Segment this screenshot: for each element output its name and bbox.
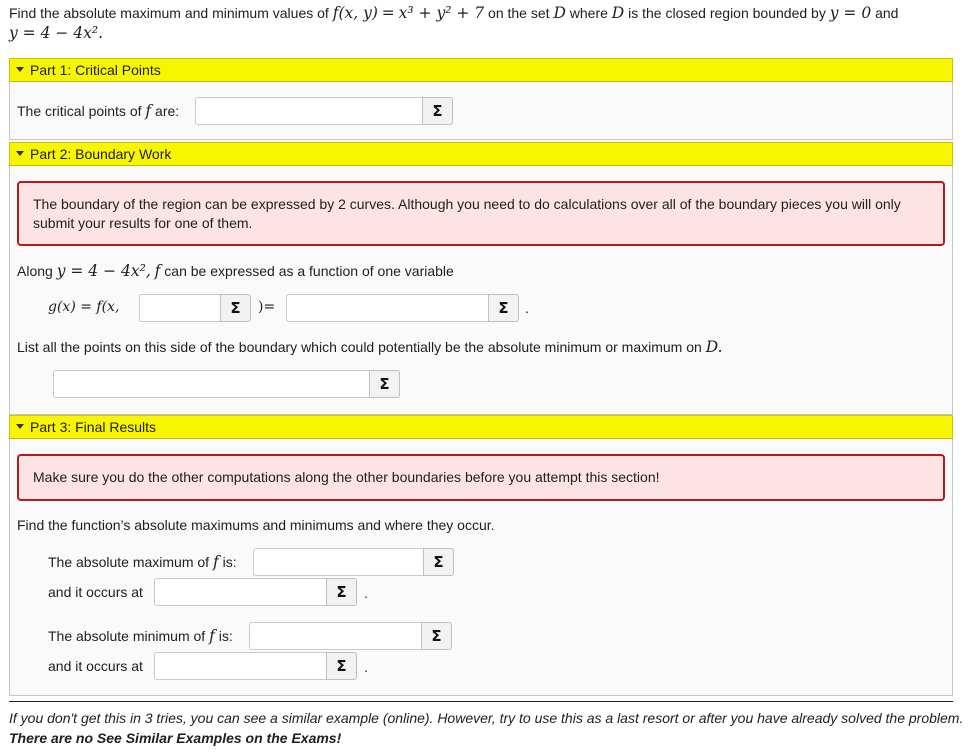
problem-where: where: [569, 5, 608, 21]
function-lhs: f(x, y): [332, 4, 378, 22]
footer-divider: [9, 701, 953, 702]
abs-min-period: .: [364, 659, 368, 675]
sigma-button[interactable]: Σ: [423, 548, 454, 576]
sigma-button[interactable]: Σ: [326, 652, 357, 680]
boundary-points-input[interactable]: [53, 370, 369, 398]
abs-max-period: .: [364, 585, 368, 601]
function-rhs: x³ + y² + 7: [398, 4, 485, 22]
equals-sign: =: [381, 4, 395, 22]
abs-max-label: The absolute maximum of f is:: [48, 553, 237, 571]
abs-max-occurs-label: and it occurs at: [48, 584, 143, 600]
sigma-button[interactable]: Σ: [220, 294, 251, 322]
g-y-substitution-answer: [139, 294, 251, 322]
abs-max-location-input[interactable]: [154, 578, 326, 606]
part3-title: Part 3: Final Results: [30, 419, 157, 435]
final-results-alert: Make sure you do the other computations along the other boundaries before you attempt this section!: [17, 454, 945, 501]
problem-lead: Find the absolute maximum and minimum values of: [9, 5, 329, 21]
footer-bold: There are no See Similar Examples on the Exams!: [9, 730, 342, 746]
critical-points-input[interactable]: [195, 97, 422, 125]
boundary-points-answer: [53, 370, 400, 398]
curve-1: y = 0: [829, 4, 872, 22]
along-curve-text: Along y = 4 − 4x², f can be expressed as a function of one variable: [17, 262, 454, 280]
collapse-caret-icon: [16, 151, 24, 156]
sigma-button[interactable]: Σ: [326, 578, 357, 606]
part1-title: Part 1: Critical Points: [30, 62, 161, 78]
problem-mid: on the set: [488, 5, 550, 21]
collapse-caret-icon: [16, 424, 24, 429]
part1-header[interactable]: [9, 58, 953, 82]
critical-points-answer: [195, 97, 453, 125]
sigma-button[interactable]: Σ: [369, 370, 400, 398]
g-definition-lhs: g(x) = f(x,: [48, 299, 120, 315]
problem-statement: [9, 3, 964, 43]
curve-2: y = 4 − 4x².: [9, 24, 104, 42]
g-definition-mid: )=: [258, 299, 276, 315]
part2-header[interactable]: [9, 142, 953, 166]
sigma-button[interactable]: Σ: [422, 97, 453, 125]
abs-min-location-answer: [154, 652, 357, 680]
critical-points-label: The critical points of f are:: [17, 102, 180, 120]
problem-bounded: is the closed region bounded by: [628, 5, 826, 21]
abs-min-label: The absolute minimum of f is:: [48, 627, 233, 645]
sigma-button[interactable]: Σ: [488, 294, 519, 322]
abs-max-answer: [253, 548, 454, 576]
collapse-caret-icon: [16, 67, 24, 72]
abs-min-input[interactable]: [249, 622, 421, 650]
g-y-substitution-input[interactable]: [139, 294, 220, 322]
part3-header[interactable]: [9, 415, 953, 439]
set-name: D: [553, 4, 566, 22]
abs-min-answer: [249, 622, 452, 650]
abs-max-input[interactable]: [253, 548, 423, 576]
footer-note: [9, 708, 964, 748]
problem-and: and: [875, 5, 899, 21]
part2-title: Part 2: Boundary Work: [30, 146, 172, 162]
abs-min-location-input[interactable]: [154, 652, 326, 680]
list-points-text: List all the points on this side of the boundary which could potentially be the absolute minimum or maximum on D.: [17, 338, 723, 356]
g-function-input[interactable]: [286, 294, 488, 322]
g-function-answer: [286, 294, 519, 322]
set-name-2: D: [611, 4, 625, 22]
final-results-intro: Find the function’s absolute maximums and minimums and where they occur.: [17, 517, 495, 533]
abs-max-location-answer: [154, 578, 357, 606]
abs-min-occurs-label: and it occurs at: [48, 658, 143, 674]
boundary-alert: The boundary of the region can be expressed by 2 curves. Although you need to do calculations over all of the boundary pieces you will only submit your results for one of them.: [17, 181, 945, 246]
footer-text: If you don't get this in 3 tries, you can see a similar example (online). However, try to use this as a last resort or after you have already solved the problem.: [9, 710, 964, 726]
sigma-button[interactable]: Σ: [421, 622, 452, 650]
g-period: .: [525, 300, 529, 316]
